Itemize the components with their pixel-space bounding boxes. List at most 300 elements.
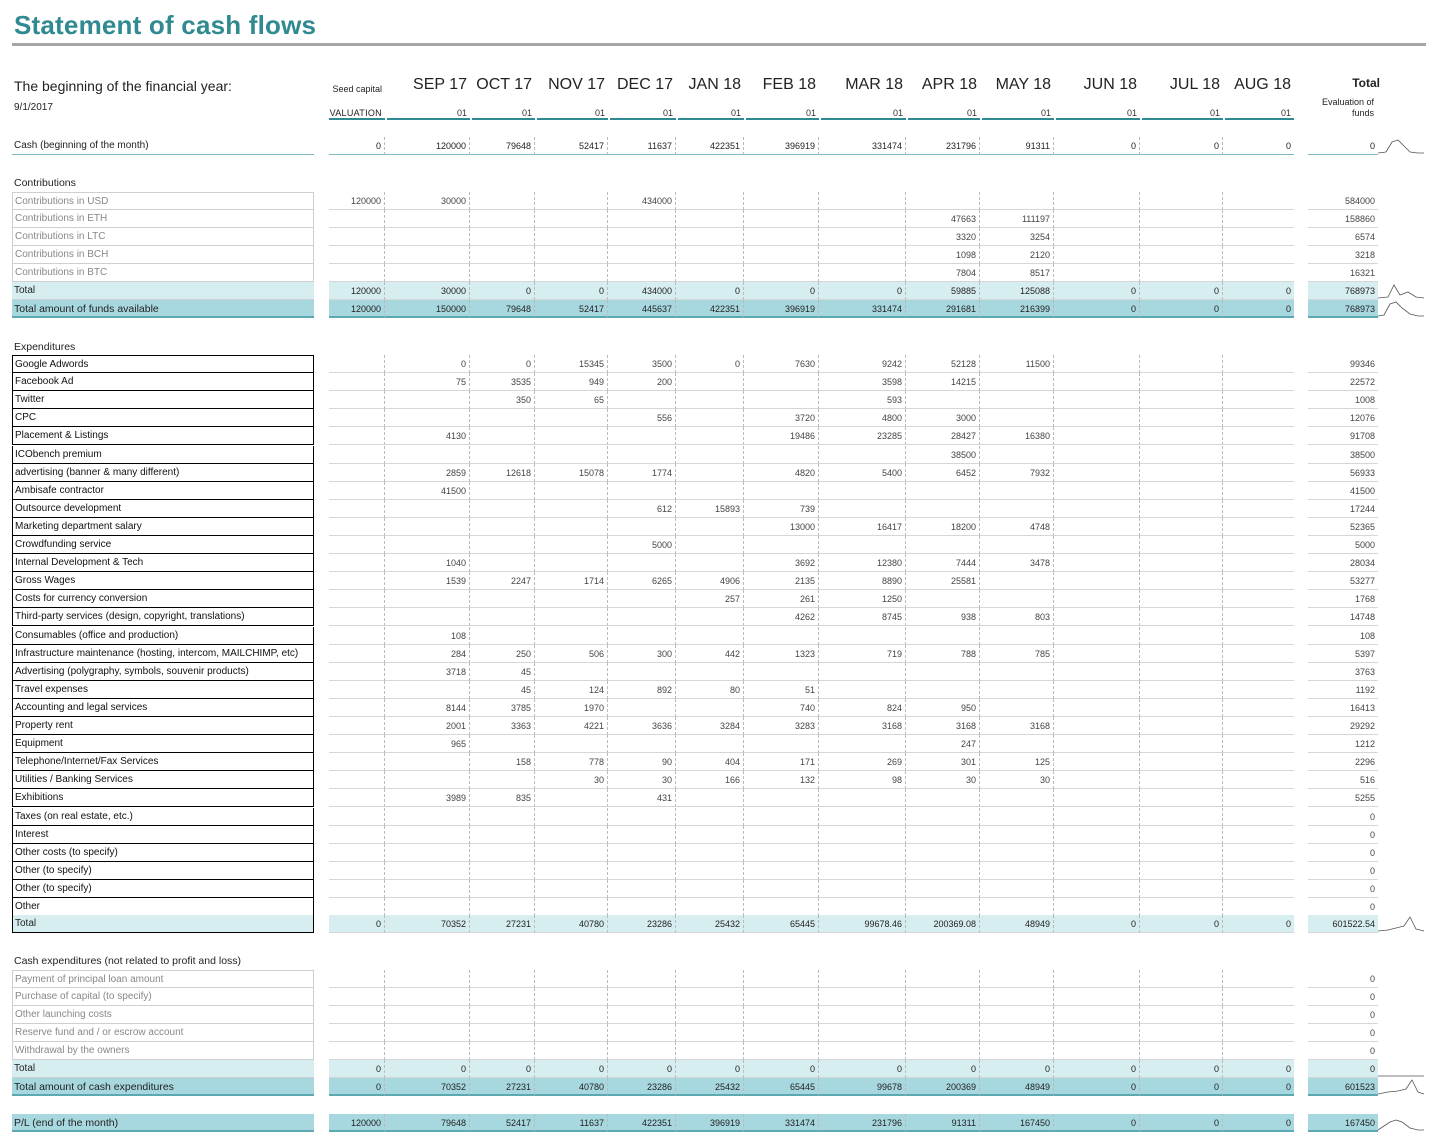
value-cell[interactable] [470, 898, 535, 916]
value-cell[interactable] [329, 464, 385, 482]
value-cell[interactable] [906, 988, 980, 1006]
value-cell[interactable]: 422351 [676, 137, 744, 155]
value-cell[interactable] [906, 681, 980, 699]
value-cell[interactable]: 52417 [535, 300, 608, 318]
value-cell[interactable]: 4800 [819, 409, 906, 427]
value-cell[interactable]: 1539 [385, 572, 470, 590]
value-cell[interactable]: 11500 [980, 355, 1054, 373]
value-cell[interactable]: 0 [1223, 282, 1294, 300]
value-cell[interactable] [1223, 880, 1294, 898]
value-cell[interactable] [1223, 645, 1294, 663]
value-cell[interactable] [1140, 464, 1223, 482]
value-cell[interactable]: 16417 [819, 518, 906, 536]
value-cell[interactable] [980, 373, 1054, 391]
value-cell[interactable]: 132 [744, 771, 819, 789]
value-cell[interactable] [980, 1042, 1054, 1060]
value-cell[interactable] [1140, 699, 1223, 717]
value-cell[interactable]: 124 [535, 681, 608, 699]
value-cell[interactable] [1054, 699, 1140, 717]
value-cell[interactable] [1223, 373, 1294, 391]
value-cell[interactable] [329, 717, 385, 735]
value-cell[interactable] [385, 808, 470, 826]
value-cell[interactable] [676, 518, 744, 536]
value-cell[interactable] [1223, 898, 1294, 916]
value-cell[interactable] [980, 391, 1054, 409]
value-cell[interactable] [608, 446, 676, 464]
value-cell[interactable] [608, 554, 676, 572]
value-cell[interactable] [1054, 988, 1140, 1006]
value-cell[interactable] [1223, 446, 1294, 464]
value-cell[interactable]: 7444 [906, 554, 980, 572]
value-cell[interactable] [906, 880, 980, 898]
value-cell[interactable]: 442 [676, 645, 744, 663]
value-cell[interactable] [1140, 590, 1223, 608]
value-cell[interactable] [1140, 988, 1223, 1006]
value-cell[interactable] [819, 789, 906, 807]
value-cell[interactable] [385, 1006, 470, 1024]
value-cell[interactable] [329, 753, 385, 771]
value-cell[interactable] [1140, 446, 1223, 464]
value-cell[interactable] [744, 1042, 819, 1060]
value-cell[interactable]: 2859 [385, 464, 470, 482]
value-cell[interactable] [980, 789, 1054, 807]
value-cell[interactable]: 3168 [819, 717, 906, 735]
value-cell[interactable]: 0 [744, 282, 819, 300]
value-cell[interactable] [1054, 500, 1140, 518]
value-cell[interactable] [329, 482, 385, 500]
value-cell[interactable] [1223, 192, 1294, 210]
value-cell[interactable]: 23285 [819, 427, 906, 445]
value-cell[interactable] [608, 1024, 676, 1042]
value-cell[interactable]: 301 [906, 753, 980, 771]
value-cell[interactable] [385, 210, 470, 228]
value-cell[interactable] [329, 988, 385, 1006]
value-cell[interactable] [470, 988, 535, 1006]
value-cell[interactable] [1054, 898, 1140, 916]
value-cell[interactable]: 0 [1140, 915, 1223, 933]
value-cell[interactable] [1140, 645, 1223, 663]
value-cell[interactable]: 65445 [744, 1078, 819, 1096]
value-cell[interactable]: 48949 [980, 915, 1054, 933]
value-cell[interactable]: 16380 [980, 427, 1054, 445]
value-cell[interactable]: 0 [1054, 1078, 1140, 1096]
value-cell[interactable] [980, 590, 1054, 608]
value-cell[interactable] [744, 373, 819, 391]
value-cell[interactable] [535, 880, 608, 898]
value-cell[interactable] [819, 1042, 906, 1060]
value-cell[interactable] [744, 862, 819, 880]
value-cell[interactable] [906, 192, 980, 210]
value-cell[interactable] [535, 808, 608, 826]
value-cell[interactable] [1223, 228, 1294, 246]
value-cell[interactable] [906, 627, 980, 645]
value-cell[interactable] [608, 699, 676, 717]
value-cell[interactable] [535, 970, 608, 988]
value-cell[interactable] [676, 536, 744, 554]
value-cell[interactable] [819, 681, 906, 699]
value-cell[interactable] [1223, 970, 1294, 988]
value-cell[interactable]: 0 [819, 1060, 906, 1078]
value-cell[interactable]: 12380 [819, 554, 906, 572]
value-cell[interactable] [385, 536, 470, 554]
value-cell[interactable] [676, 988, 744, 1006]
value-cell[interactable] [608, 391, 676, 409]
value-cell[interactable]: 8890 [819, 572, 906, 590]
value-cell[interactable] [676, 554, 744, 572]
value-cell[interactable] [470, 970, 535, 988]
value-cell[interactable] [676, 826, 744, 844]
value-cell[interactable] [1223, 862, 1294, 880]
value-cell[interactable]: 7630 [744, 355, 819, 373]
value-cell[interactable]: 15893 [676, 500, 744, 518]
value-cell[interactable] [906, 500, 980, 518]
value-cell[interactable]: 4906 [676, 572, 744, 590]
value-cell[interactable] [1223, 409, 1294, 427]
value-cell[interactable]: 506 [535, 645, 608, 663]
value-cell[interactable] [1140, 627, 1223, 645]
value-cell[interactable] [608, 590, 676, 608]
value-cell[interactable] [470, 228, 535, 246]
value-cell[interactable]: 28427 [906, 427, 980, 445]
value-cell[interactable] [329, 1024, 385, 1042]
value-cell[interactable] [1140, 862, 1223, 880]
value-cell[interactable]: 19486 [744, 427, 819, 445]
value-cell[interactable]: 0 [385, 1060, 470, 1078]
value-cell[interactable] [1223, 681, 1294, 699]
value-cell[interactable] [535, 789, 608, 807]
value-cell[interactable] [1054, 446, 1140, 464]
value-cell[interactable]: 0 [608, 1060, 676, 1078]
value-cell[interactable]: 892 [608, 681, 676, 699]
value-cell[interactable] [819, 880, 906, 898]
value-cell[interactable] [470, 771, 535, 789]
value-cell[interactable]: 4748 [980, 518, 1054, 536]
value-cell[interactable]: 0 [535, 282, 608, 300]
value-cell[interactable]: 0 [470, 282, 535, 300]
value-cell[interactable] [1054, 264, 1140, 282]
value-cell[interactable] [1223, 536, 1294, 554]
value-cell[interactable]: 18200 [906, 518, 980, 536]
value-cell[interactable] [1054, 771, 1140, 789]
value-cell[interactable] [329, 391, 385, 409]
value-cell[interactable]: 3363 [470, 717, 535, 735]
value-cell[interactable]: 12618 [470, 464, 535, 482]
value-cell[interactable] [1223, 518, 1294, 536]
value-cell[interactable] [819, 210, 906, 228]
value-cell[interactable] [676, 808, 744, 826]
value-cell[interactable] [1054, 1006, 1140, 1024]
value-cell[interactable] [676, 464, 744, 482]
value-cell[interactable] [676, 192, 744, 210]
value-cell[interactable]: 30000 [385, 282, 470, 300]
value-cell[interactable] [535, 988, 608, 1006]
value-cell[interactable] [535, 826, 608, 844]
value-cell[interactable] [470, 192, 535, 210]
value-cell[interactable] [676, 970, 744, 988]
value-cell[interactable] [1223, 717, 1294, 735]
value-cell[interactable]: 0 [676, 282, 744, 300]
value-cell[interactable]: 0 [329, 1078, 385, 1096]
value-cell[interactable]: 0 [676, 355, 744, 373]
value-cell[interactable]: 9242 [819, 355, 906, 373]
value-cell[interactable] [1054, 518, 1140, 536]
value-cell[interactable] [385, 391, 470, 409]
value-cell[interactable] [470, 808, 535, 826]
value-cell[interactable] [819, 826, 906, 844]
value-cell[interactable] [906, 789, 980, 807]
value-cell[interactable]: 48949 [980, 1078, 1054, 1096]
value-cell[interactable] [608, 518, 676, 536]
value-cell[interactable] [819, 228, 906, 246]
value-cell[interactable] [1140, 681, 1223, 699]
value-cell[interactable]: 150000 [385, 300, 470, 318]
value-cell[interactable] [535, 518, 608, 536]
value-cell[interactable]: 0 [1140, 1114, 1223, 1132]
value-cell[interactable] [1140, 427, 1223, 445]
value-cell[interactable] [980, 735, 1054, 753]
value-cell[interactable] [608, 246, 676, 264]
value-cell[interactable] [744, 663, 819, 681]
value-cell[interactable] [329, 862, 385, 880]
value-cell[interactable] [470, 409, 535, 427]
value-cell[interactable] [1140, 753, 1223, 771]
value-cell[interactable] [1140, 844, 1223, 862]
value-cell[interactable] [385, 228, 470, 246]
value-cell[interactable] [535, 663, 608, 681]
value-cell[interactable] [1223, 1006, 1294, 1024]
value-cell[interactable]: 65445 [744, 915, 819, 933]
value-cell[interactable] [1140, 246, 1223, 264]
value-cell[interactable] [470, 500, 535, 518]
value-cell[interactable] [1054, 826, 1140, 844]
value-cell[interactable]: 445637 [608, 300, 676, 318]
value-cell[interactable] [535, 427, 608, 445]
value-cell[interactable] [329, 427, 385, 445]
value-cell[interactable] [980, 970, 1054, 988]
value-cell[interactable] [1223, 264, 1294, 282]
value-cell[interactable] [535, 590, 608, 608]
financial-year-date[interactable]: 9/1/2017 [14, 102, 53, 113]
value-cell[interactable] [329, 409, 385, 427]
value-cell[interactable] [329, 264, 385, 282]
value-cell[interactable]: 300 [608, 645, 676, 663]
value-cell[interactable] [676, 789, 744, 807]
value-cell[interactable]: 835 [470, 789, 535, 807]
value-cell[interactable] [385, 446, 470, 464]
value-cell[interactable] [385, 681, 470, 699]
value-cell[interactable] [1223, 826, 1294, 844]
value-cell[interactable] [744, 446, 819, 464]
value-cell[interactable]: 52128 [906, 355, 980, 373]
value-cell[interactable] [1140, 518, 1223, 536]
value-cell[interactable] [819, 482, 906, 500]
value-cell[interactable] [535, 898, 608, 916]
value-cell[interactable] [744, 482, 819, 500]
value-cell[interactable] [385, 753, 470, 771]
value-cell[interactable]: 3692 [744, 554, 819, 572]
value-cell[interactable] [1140, 264, 1223, 282]
value-cell[interactable] [1054, 645, 1140, 663]
value-cell[interactable] [1223, 789, 1294, 807]
value-cell[interactable] [676, 735, 744, 753]
value-cell[interactable]: 200 [608, 373, 676, 391]
value-cell[interactable] [470, 862, 535, 880]
value-cell[interactable]: 90 [608, 753, 676, 771]
value-cell[interactable] [676, 1006, 744, 1024]
value-cell[interactable] [1054, 572, 1140, 590]
value-cell[interactable] [1140, 228, 1223, 246]
value-cell[interactable] [1223, 753, 1294, 771]
value-cell[interactable] [1223, 627, 1294, 645]
value-cell[interactable]: 79648 [470, 300, 535, 318]
value-cell[interactable] [744, 844, 819, 862]
value-cell[interactable] [535, 246, 608, 264]
value-cell[interactable] [535, 192, 608, 210]
value-cell[interactable] [744, 970, 819, 988]
value-cell[interactable]: 5400 [819, 464, 906, 482]
value-cell[interactable] [470, 826, 535, 844]
value-cell[interactable] [980, 808, 1054, 826]
value-cell[interactable] [1054, 427, 1140, 445]
value-cell[interactable] [329, 808, 385, 826]
value-cell[interactable] [470, 590, 535, 608]
value-cell[interactable] [1054, 482, 1140, 500]
value-cell[interactable]: 14215 [906, 373, 980, 391]
value-cell[interactable] [744, 826, 819, 844]
value-cell[interactable] [676, 1024, 744, 1042]
value-cell[interactable] [1054, 355, 1140, 373]
value-cell[interactable] [470, 844, 535, 862]
value-cell[interactable] [906, 862, 980, 880]
value-cell[interactable]: 38500 [906, 446, 980, 464]
value-cell[interactable]: 5000 [608, 536, 676, 554]
value-cell[interactable] [535, 536, 608, 554]
value-cell[interactable] [1223, 735, 1294, 753]
value-cell[interactable]: 6452 [906, 464, 980, 482]
value-cell[interactable] [329, 355, 385, 373]
value-cell[interactable]: 824 [819, 699, 906, 717]
value-cell[interactable] [470, 482, 535, 500]
value-cell[interactable] [329, 970, 385, 988]
value-cell[interactable]: 0 [1223, 915, 1294, 933]
value-cell[interactable] [744, 627, 819, 645]
value-cell[interactable] [608, 663, 676, 681]
value-cell[interactable] [385, 409, 470, 427]
value-cell[interactable] [1054, 753, 1140, 771]
value-cell[interactable]: 965 [385, 735, 470, 753]
value-cell[interactable] [1140, 898, 1223, 916]
value-cell[interactable] [980, 844, 1054, 862]
value-cell[interactable] [535, 210, 608, 228]
value-cell[interactable]: 739 [744, 500, 819, 518]
value-cell[interactable]: 785 [980, 645, 1054, 663]
value-cell[interactable] [1054, 970, 1140, 988]
value-cell[interactable] [906, 844, 980, 862]
value-cell[interactable] [980, 536, 1054, 554]
value-cell[interactable] [535, 1042, 608, 1060]
value-cell[interactable] [819, 536, 906, 554]
value-cell[interactable]: 3000 [906, 409, 980, 427]
value-cell[interactable]: 171 [744, 753, 819, 771]
value-cell[interactable] [980, 627, 1054, 645]
value-cell[interactable] [608, 608, 676, 626]
value-cell[interactable] [819, 808, 906, 826]
value-cell[interactable]: 120000 [385, 137, 470, 155]
value-cell[interactable]: 1774 [608, 464, 676, 482]
value-cell[interactable]: 0 [980, 1060, 1054, 1078]
value-cell[interactable] [906, 970, 980, 988]
value-cell[interactable] [819, 970, 906, 988]
value-cell[interactable] [329, 645, 385, 663]
value-cell[interactable]: 79648 [470, 137, 535, 155]
value-cell[interactable]: 8144 [385, 699, 470, 717]
value-cell[interactable]: 284 [385, 645, 470, 663]
value-cell[interactable] [1223, 464, 1294, 482]
value-cell[interactable] [535, 500, 608, 518]
value-cell[interactable] [608, 988, 676, 1006]
value-cell[interactable] [535, 1006, 608, 1024]
value-cell[interactable]: 4130 [385, 427, 470, 445]
value-cell[interactable]: 291681 [906, 300, 980, 318]
value-cell[interactable] [329, 446, 385, 464]
value-cell[interactable] [535, 264, 608, 282]
value-cell[interactable] [385, 988, 470, 1006]
value-cell[interactable]: 75 [385, 373, 470, 391]
value-cell[interactable]: 231796 [819, 1114, 906, 1132]
value-cell[interactable] [980, 699, 1054, 717]
value-cell[interactable]: 166 [676, 771, 744, 789]
value-cell[interactable] [329, 826, 385, 844]
value-cell[interactable] [819, 264, 906, 282]
value-cell[interactable] [676, 627, 744, 645]
value-cell[interactable]: 0 [1054, 137, 1140, 155]
value-cell[interactable] [980, 898, 1054, 916]
value-cell[interactable] [608, 808, 676, 826]
value-cell[interactable] [329, 246, 385, 264]
value-cell[interactable]: 261 [744, 590, 819, 608]
value-cell[interactable] [980, 880, 1054, 898]
value-cell[interactable]: 350 [470, 391, 535, 409]
value-cell[interactable]: 3989 [385, 789, 470, 807]
value-cell[interactable]: 422351 [676, 300, 744, 318]
value-cell[interactable] [744, 1024, 819, 1042]
value-cell[interactable]: 1970 [535, 699, 608, 717]
value-cell[interactable] [1054, 880, 1140, 898]
value-cell[interactable]: 98 [819, 771, 906, 789]
value-cell[interactable]: 269 [819, 753, 906, 771]
value-cell[interactable] [329, 699, 385, 717]
value-cell[interactable] [744, 210, 819, 228]
value-cell[interactable] [980, 192, 1054, 210]
value-cell[interactable]: 0 [819, 282, 906, 300]
value-cell[interactable]: 0 [385, 355, 470, 373]
value-cell[interactable]: 3636 [608, 717, 676, 735]
value-cell[interactable]: 111197 [980, 210, 1054, 228]
value-cell[interactable] [744, 391, 819, 409]
value-cell[interactable] [980, 409, 1054, 427]
value-cell[interactable] [1054, 228, 1140, 246]
value-cell[interactable] [676, 482, 744, 500]
value-cell[interactable] [819, 735, 906, 753]
value-cell[interactable] [1140, 355, 1223, 373]
value-cell[interactable] [1140, 572, 1223, 590]
value-cell[interactable] [676, 409, 744, 427]
value-cell[interactable]: 1323 [744, 645, 819, 663]
value-cell[interactable] [470, 1024, 535, 1042]
value-cell[interactable] [744, 988, 819, 1006]
value-cell[interactable] [980, 500, 1054, 518]
value-cell[interactable] [1223, 482, 1294, 500]
